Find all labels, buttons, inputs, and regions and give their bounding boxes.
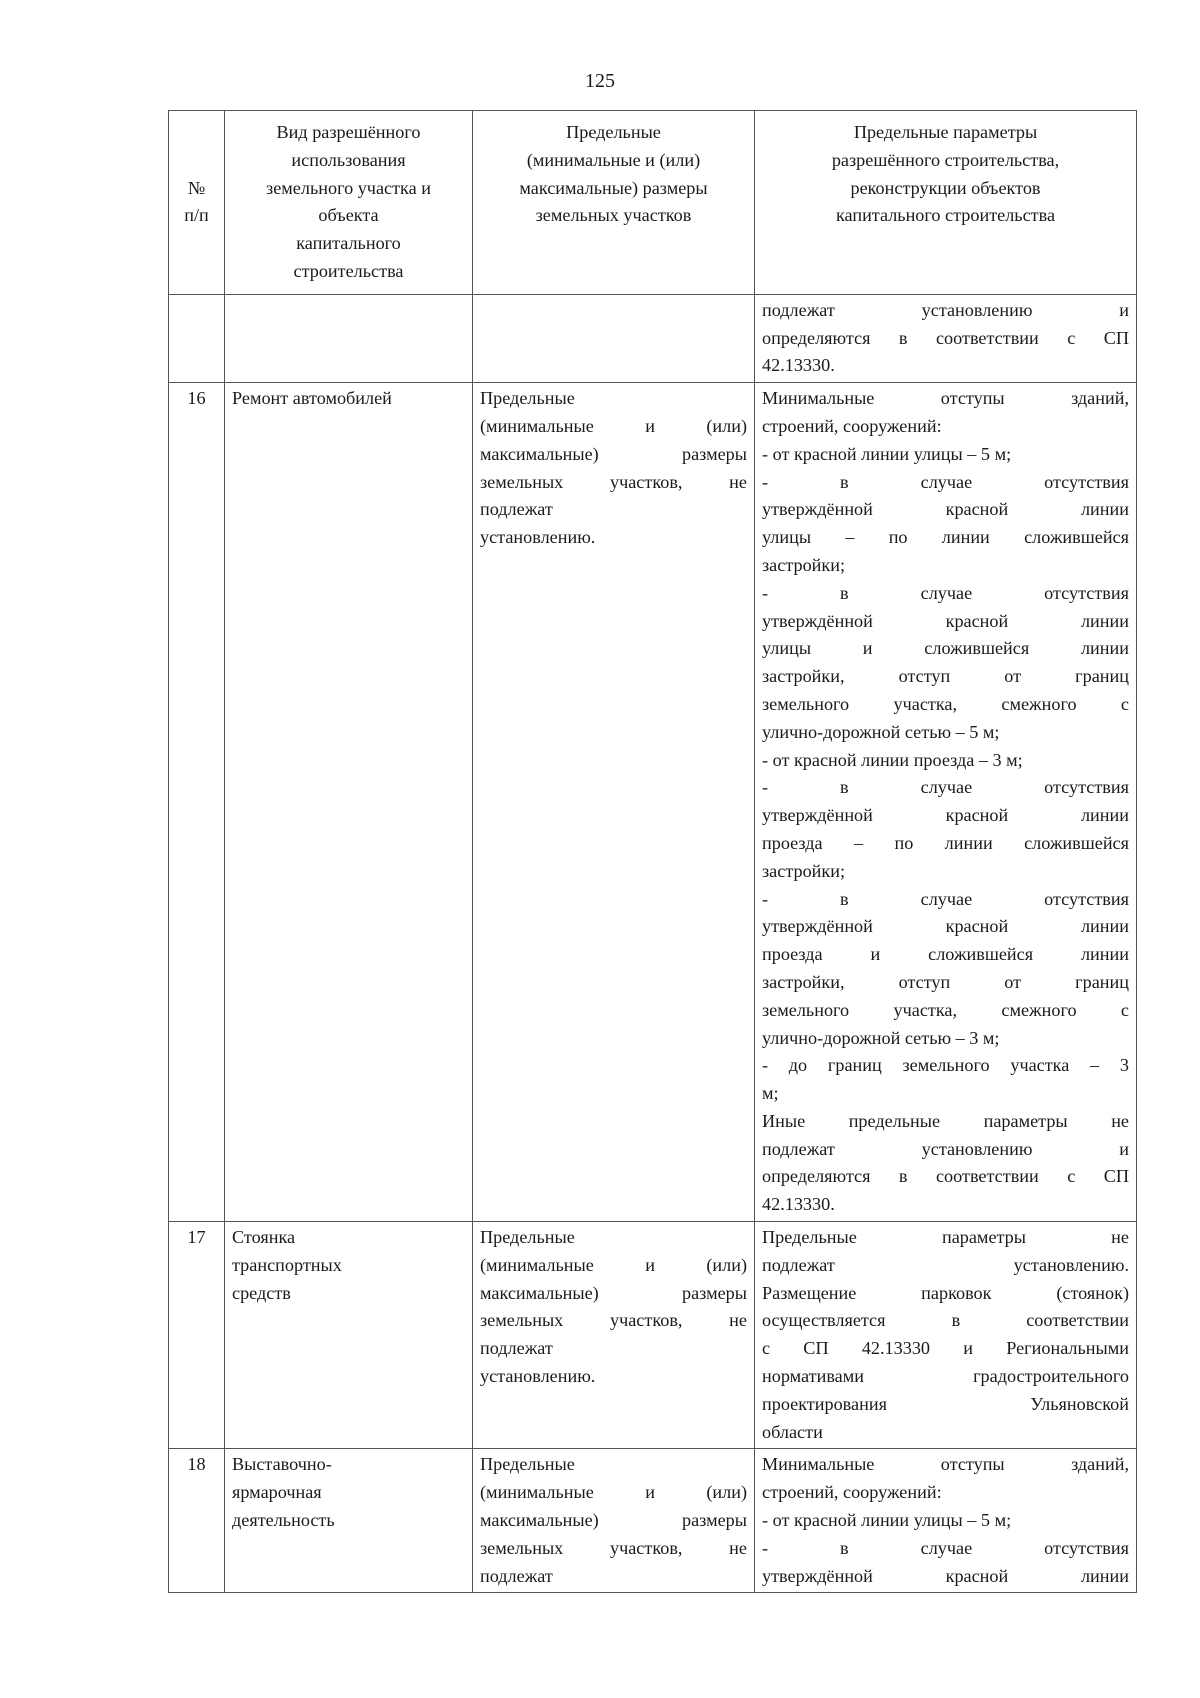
build-params-line: 42.13330. xyxy=(762,1194,835,1215)
page-number: 125 xyxy=(585,70,615,92)
build-params-line: утверждённой красной линии xyxy=(762,610,1129,631)
plot-sizes-cell xyxy=(473,1222,755,1449)
header-line: Предельные параметры xyxy=(853,122,1038,142)
build-params-line: - в случае отсутствия xyxy=(762,471,1129,492)
row-number: 16 xyxy=(169,383,225,1222)
build-params-line: строений, сооружений: xyxy=(762,1482,942,1503)
plot-sizes-line: Предельные xyxy=(480,1454,575,1475)
build-params-cell xyxy=(755,1222,1137,1449)
build-params-line: определяются в соответствии с СП xyxy=(762,327,1129,348)
build-params-line: 42.13330. xyxy=(762,355,835,376)
plot-sizes-line: максимальные) размеры xyxy=(480,1510,747,1531)
header-line: Предельные xyxy=(566,122,661,142)
build-params-line: подлежат установлению и xyxy=(762,1138,1129,1159)
build-params-line: улицы и сложившейся линии xyxy=(762,638,1129,659)
build-params-line: подлежат установлению. xyxy=(762,1254,1129,1275)
build-params-line: - от красной линии улицы – 5 м; xyxy=(762,443,1012,464)
use-type-cell xyxy=(225,1222,473,1449)
build-params-line: земельного участка, смежного с xyxy=(762,693,1129,714)
plot-sizes-cell xyxy=(473,1449,755,1593)
row-number: 18 xyxy=(169,1449,225,1593)
build-params-line: подлежат установлению и xyxy=(762,299,1129,320)
build-params-line: улично-дорожной сетью – 3 м; xyxy=(762,1027,1000,1048)
build-params-line: Минимальные отступы зданий, xyxy=(762,388,1129,409)
build-params-line: области xyxy=(762,1421,823,1442)
build-params-line: - в случае отсутствия xyxy=(762,582,1129,603)
build-params-line: - от красной линии улицы – 5 м; xyxy=(762,1510,1012,1531)
header-use-type-lines xyxy=(232,119,465,286)
build-params-line: - от красной линии проезда – 3 м; xyxy=(762,749,1023,770)
use-type-cell xyxy=(225,294,473,382)
build-params-cell xyxy=(755,294,1137,382)
build-params-line: Иные предельные параметры не xyxy=(762,1110,1129,1131)
header-build-params-lines xyxy=(762,119,1129,230)
header-build-params xyxy=(755,111,1137,295)
use-type-line: деятельность xyxy=(232,1510,335,1531)
header-line: реконструкции объектов xyxy=(850,177,1041,198)
header-line: земельных участков xyxy=(535,205,692,226)
plot-sizes-cell xyxy=(473,294,755,382)
use-type-line: Выставочно- xyxy=(232,1454,332,1475)
build-params-line: строений, сооружений: xyxy=(762,415,942,436)
use-type-line: транспортных xyxy=(232,1254,342,1275)
table-row xyxy=(169,294,1137,382)
build-params-line: улично-дорожной сетью – 5 м; xyxy=(762,721,1000,742)
build-params-line: застройки; xyxy=(762,860,846,881)
build-params-line: застройки; xyxy=(762,554,846,575)
plot-sizes-line: земельных участков, не xyxy=(480,471,747,492)
plot-sizes-line: подлежат xyxy=(480,1338,553,1359)
table-row xyxy=(169,1449,1137,1593)
plot-sizes-line: (минимальные и (или) xyxy=(480,1254,747,1275)
build-params-line: Размещение парковок (стоянок) xyxy=(762,1282,1129,1303)
build-params-line: проезда – по линии сложившейся xyxy=(762,832,1129,853)
build-params-line: с СП 42.13330 и Региональными xyxy=(762,1338,1129,1359)
use-type-line: Ремонт автомобилей xyxy=(232,388,392,409)
build-params-line: утверждённой красной линии xyxy=(762,1565,1129,1586)
build-params-line: м; xyxy=(762,1083,779,1104)
plot-sizes-line: (минимальные и (или) xyxy=(480,415,747,436)
header-line: капитального xyxy=(296,233,401,254)
table-body xyxy=(169,294,1137,1593)
header-line: Вид разрешённого xyxy=(276,122,421,142)
use-type-line: Стоянка xyxy=(232,1227,296,1248)
build-params-line: - в случае отсутствия xyxy=(762,777,1129,798)
header-plot-sizes xyxy=(473,111,755,295)
use-type-cell xyxy=(225,1449,473,1593)
build-params-line: осуществляется в соответствии xyxy=(762,1310,1129,1331)
plot-sizes-line: земельных участков, не xyxy=(480,1537,747,1558)
build-params-line: утверждённой красной линии xyxy=(762,499,1129,520)
row-number xyxy=(169,294,225,382)
plot-sizes-line: установлению. xyxy=(480,527,596,548)
header-use-type xyxy=(225,111,473,295)
plot-sizes-line: установлению. xyxy=(480,1366,596,1387)
build-params-line: Минимальные отступы зданий, xyxy=(762,1454,1129,1475)
build-params-line: - в случае отсутствия xyxy=(762,888,1129,909)
plot-sizes-line: подлежат xyxy=(480,1565,553,1586)
build-params-line: земельного участка, смежного с xyxy=(762,999,1129,1020)
build-params-line: Предельные параметры не xyxy=(762,1227,1129,1248)
plot-sizes-line: (минимальные и (или) xyxy=(480,1482,747,1503)
header-line: № xyxy=(187,177,206,198)
header-line: разрешённого строительства, xyxy=(831,149,1060,170)
table-row xyxy=(169,1222,1137,1449)
header-line: капитального строительства xyxy=(835,205,1056,226)
build-params-line: застройки, отступ от границ xyxy=(762,666,1129,687)
header-line: п/п xyxy=(184,205,209,226)
build-params-line: проезда и сложившейся линии xyxy=(762,944,1129,965)
build-params-line: застройки, отступ от границ xyxy=(762,971,1129,992)
use-type-cell xyxy=(225,383,473,1222)
table-row xyxy=(169,383,1137,1222)
plot-sizes-line: Предельные xyxy=(480,1227,575,1248)
build-params-line: проектирования Ульяновской xyxy=(762,1393,1129,1414)
row-number: 17 xyxy=(169,1222,225,1449)
build-params-line: утверждённой красной линии xyxy=(762,916,1129,937)
header-number xyxy=(169,111,225,295)
table-header-row xyxy=(169,111,1137,295)
header-number-lines xyxy=(176,175,217,231)
build-params-line: - до границ земельного участка – 3 xyxy=(762,1055,1129,1076)
build-params-line: улицы – по линии сложившейся xyxy=(762,527,1129,548)
header-line: (минимальные и (или) xyxy=(526,149,701,170)
plot-sizes-line: земельных участков, не xyxy=(480,1310,747,1331)
plot-sizes-line: максимальные) размеры xyxy=(480,443,747,464)
header-line: земельного участка и xyxy=(266,177,431,198)
build-params-cell xyxy=(755,1449,1137,1593)
header-line: объекта xyxy=(318,205,379,226)
use-type-line: средств xyxy=(232,1282,291,1303)
plot-sizes-line: подлежат xyxy=(480,499,553,520)
build-params-line: нормативами градостроительного xyxy=(762,1366,1129,1387)
plot-sizes-line: Предельные xyxy=(480,388,575,409)
header-plot-sizes-lines xyxy=(480,119,747,230)
build-params-cell xyxy=(755,383,1137,1222)
plot-sizes-cell xyxy=(473,383,755,1222)
build-params-line: - в случае отсутствия xyxy=(762,1537,1129,1558)
plot-sizes-line: максимальные) размеры xyxy=(480,1282,747,1303)
build-params-line: утверждённой красной линии xyxy=(762,805,1129,826)
regulations-table xyxy=(168,110,1137,1593)
header-line: использования xyxy=(291,149,406,170)
header-line: максимальные) размеры xyxy=(519,177,708,198)
use-type-line: ярмарочная xyxy=(232,1482,322,1503)
header-line: строительства xyxy=(293,260,404,281)
build-params-line: определяются в соответствии с СП xyxy=(762,1166,1129,1187)
